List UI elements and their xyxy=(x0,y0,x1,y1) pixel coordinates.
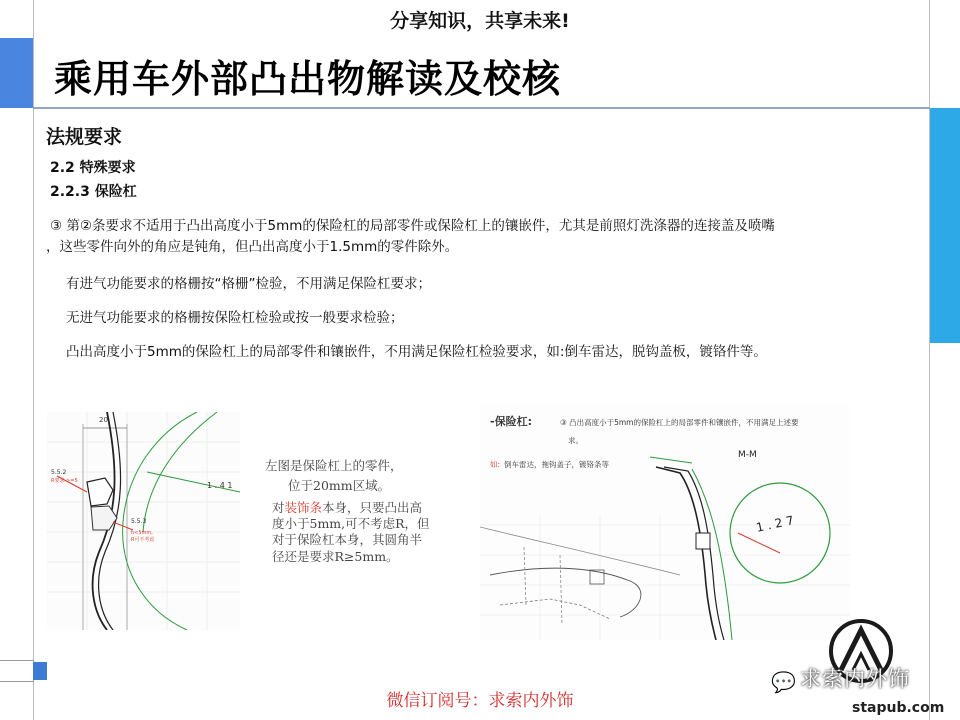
right-clause-cont: 求。 xyxy=(568,436,583,445)
watermark-brand-text: 求索内外饰 xyxy=(800,667,910,691)
section-m-m-figure xyxy=(480,405,850,640)
caption-line-6: 径还是要求R≥5mm。 xyxy=(272,549,399,564)
side-accent-bar xyxy=(930,108,960,343)
dim-top-label: 20 xyxy=(99,416,108,424)
site-watermark: stapub.com xyxy=(852,700,945,716)
right-clause: ③ 凸出高度小于5mm的保险杠上的局部零件和镶嵌件，不用满足上述要 xyxy=(560,418,799,427)
caption-line-4: 度小于5mm,可不考虑R，但 xyxy=(272,516,430,531)
label-5-5-3-sub-2: R可不考虑 xyxy=(131,537,155,543)
right-heading: -保险杠: xyxy=(490,415,532,428)
bumper-section-drawing xyxy=(47,412,240,630)
label-5-5-3: 5.5.3 xyxy=(131,518,147,525)
caption-line-3-post: 本身，只要凸出高 xyxy=(322,500,423,515)
corner-decoration-accent xyxy=(33,662,47,680)
title-accent-bar xyxy=(0,38,33,108)
clause-2-2-3: 2.2.3 保险杠 xyxy=(50,184,137,200)
top-banner: 分享知识，共享未来! xyxy=(390,10,570,32)
dimension-label: 1 . 2 7 xyxy=(754,513,796,535)
label-5-5-3-sub-1: h<5mm, xyxy=(131,530,153,536)
section-m-m-drawing xyxy=(480,405,850,640)
caption-trim-strip: 装饰条 xyxy=(284,500,323,515)
section-label: M-M xyxy=(738,450,757,460)
title-divider xyxy=(33,107,930,109)
dim-right-label: 1 . 4 1 xyxy=(207,481,233,490)
right-example-prefix: 如: xyxy=(490,460,501,469)
section-heading: 法规要求 xyxy=(46,126,123,148)
caption-line-3-pre: 对 xyxy=(272,500,285,515)
corner-decoration-box xyxy=(0,660,34,682)
clause-2-2: 2.2 特殊要求 xyxy=(50,160,136,176)
note-grille-with-intake: 有进气功能要求的格栅按“格栅”检验，不用满足保险杠要求； xyxy=(66,276,431,292)
caption-line-1: 左图是保险杠上的零件， xyxy=(265,458,403,473)
requirement-paragraph-line-2: ，这些零件向外的角应是钝角，但凸出高度小于1.5mm的零件除外。 xyxy=(46,239,459,255)
caption-line-5: 对于保险杠本身，其圆角半 xyxy=(272,532,423,547)
caption-line-2: 位于20mm区域。 xyxy=(288,478,391,493)
note-grille-without-intake: 无进气功能要求的格栅按保险杠检验或按一般要求检验； xyxy=(66,310,404,326)
wechat-bubble-icon: 💬 xyxy=(771,670,796,694)
right-example: 倒车雷达，拖钩盖子，镀铬条等 xyxy=(504,460,609,469)
label-5-5-2: 5.5.2 xyxy=(51,469,67,476)
page-title: 乘用车外部凸出物解读及校核 xyxy=(54,57,562,101)
requirement-paragraph-line-1: ③ 第②条要求不适用于凸出高度小于5mm的保险杠的局部零件或保险杠上的镶嵌件，尤其是前照灯洗涤器的连接盖及喷嘴 xyxy=(50,218,775,234)
footer-wechat-account: 微信订阅号：求索内外饰 xyxy=(386,691,574,711)
note-small-protrusions: 凸出高度小于5mm的保险杠上的局部零件和镶嵌件，不用满足保险杠检验要求，如:倒车雷达，脱钩盖板，镀铬件等。 xyxy=(66,344,767,360)
bumper-section-figure xyxy=(47,412,240,630)
label-5-5-2-sub: R要求 >=5 xyxy=(51,478,78,484)
